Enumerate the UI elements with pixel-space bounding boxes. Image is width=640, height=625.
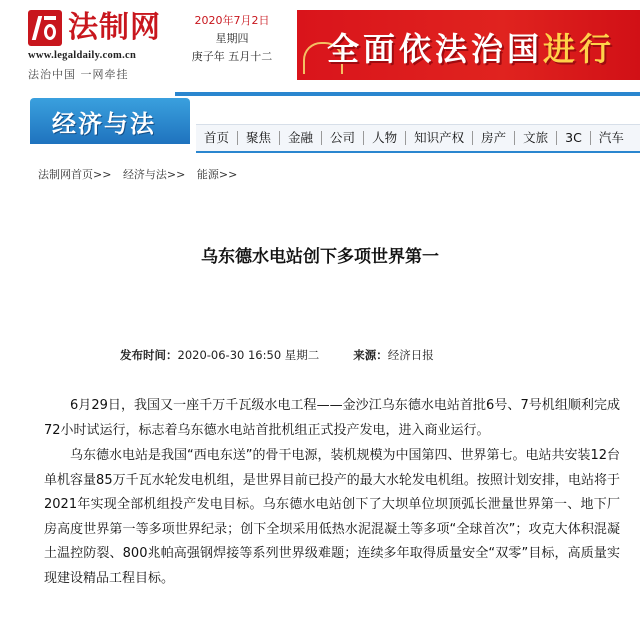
nav-item-focus[interactable]: 聚焦 <box>238 131 280 145</box>
logo-mark-icon <box>28 10 62 46</box>
nav-item-auto[interactable]: 汽车 <box>598 130 624 145</box>
promo-banner[interactable] <box>297 10 640 80</box>
published-value: 2020-06-30 16:50 星期二 <box>177 348 320 362</box>
nav-top-line <box>175 92 640 96</box>
banner-main-text: 全面依法治国 <box>327 30 544 68</box>
breadcrumb-category[interactable]: 能源>> <box>196 168 238 181</box>
nav-item-home[interactable]: 首页 <box>196 131 238 145</box>
site-logo[interactable] <box>24 8 164 82</box>
article-meta <box>120 347 434 363</box>
current-date: 2020年7月2日 <box>194 14 270 27</box>
nav-item-finance[interactable]: 金融 <box>280 131 322 145</box>
nav-item-company[interactable]: 公司 <box>322 131 364 145</box>
source-value: 经济日报 <box>387 348 434 362</box>
logo-url: www.legaldaily.com.cn <box>28 50 137 61</box>
weekday: 星期四 <box>215 32 249 45</box>
breadcrumb-home[interactable]: 法制网首页>> <box>38 168 112 181</box>
logo-slogan: 法治中国 一网牵挂 <box>28 68 129 81</box>
nav-bar <box>196 124 640 153</box>
date-block <box>180 12 284 66</box>
breadcrumb <box>38 166 245 182</box>
lunar-date: 庚子年 五月十二 <box>191 50 273 63</box>
section-title: 经济与法 <box>52 110 156 138</box>
article-body <box>44 394 620 592</box>
article-paragraph: 乌东德水电站是我国“西电东送”的骨干电源，装机规模为中国第四、世界第七。电站共安装12台单机容量85万千瓦水轮发电机组，是世界目前已投产的最大水轮发电机组。按照计划安排，电站将于2021年实现全部机组投产发电目标。乌东德水电站创下了大坝单位坝顶弧长泄量世界第一、地下厂房高度世界第一等多项世界纪录；创下全坝采用低热水泥混凝土等多项“全球首次”；攻克大体积混凝土温控防裂、800兆帕高强钢焊接等系列世界级难题；连续多年取得质量安全“双零”目标，高质量实现建设精品工程目标。 <box>44 448 621 586</box>
logo-title: 法制网 <box>68 10 161 45</box>
article-paragraph: 6月29日，我国又一座千万千瓦级水电工程——金沙江乌东德水电站首批6号、7号机组顺利完成72小时试运行，标志着乌东德水电站首批机组正式投产发电，进入商业运行。 <box>44 398 620 438</box>
nav-item-realestate[interactable]: 房产 <box>473 131 515 145</box>
nav-item-culture-travel[interactable]: 文旅 <box>515 131 557 145</box>
banner-text <box>327 24 615 70</box>
nav-item-3c[interactable]: 3C <box>557 131 591 145</box>
article-title: 乌东德水电站创下多项世界第一 <box>201 247 439 267</box>
nav-item-ip[interactable]: 知识产权 <box>406 131 473 145</box>
published-label: 发布时间： <box>120 348 178 362</box>
banner-tail-text: 进行 <box>543 30 616 68</box>
section-title-tab[interactable] <box>30 98 190 144</box>
source-label: 来源： <box>353 348 388 362</box>
breadcrumb-section[interactable]: 经济与法>> <box>122 168 186 181</box>
nav-item-people[interactable]: 人物 <box>364 131 406 145</box>
